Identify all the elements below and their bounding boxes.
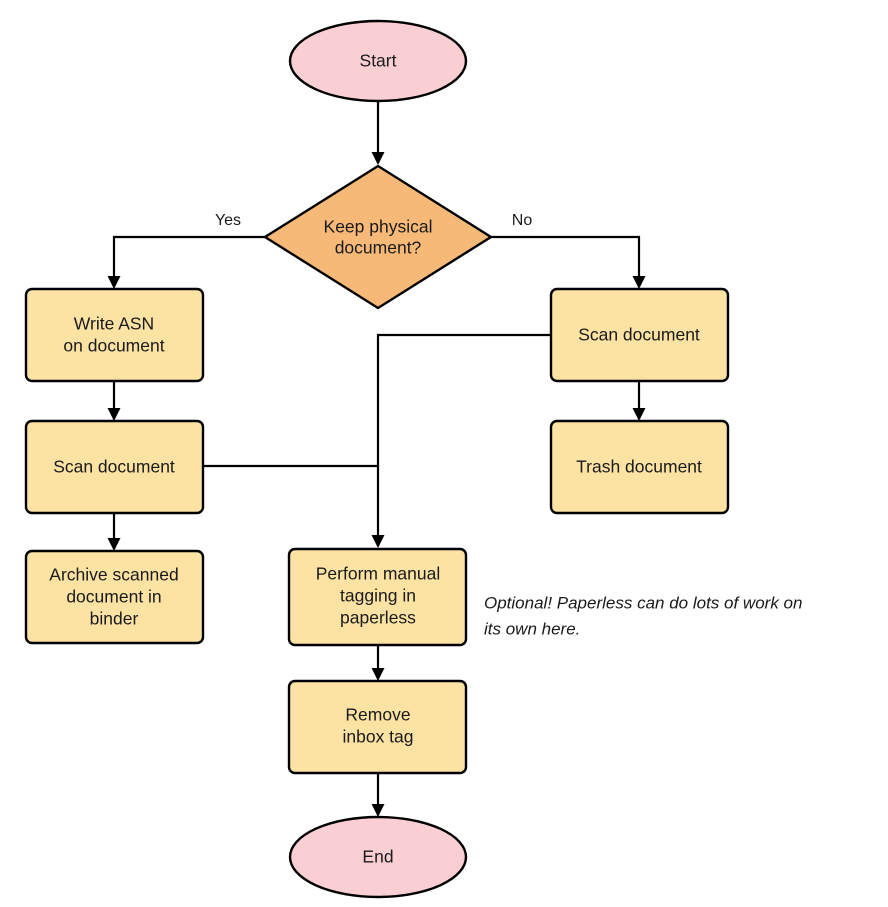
edge-label-yes: Yes [214, 212, 242, 230]
node-scan-document-left[interactable] [26, 421, 203, 513]
connector-scan-left-to-tagging [204, 466, 378, 546]
node-decision-keep-physical-document[interactable] [265, 166, 491, 308]
node-end[interactable] [290, 817, 466, 897]
node-remove-inbox-label-line2: inbox tag [342, 726, 414, 747]
node-archive-label-line1: Archive scanned [49, 564, 179, 585]
node-start-label: Start [359, 50, 397, 71]
node-write-asn[interactable] [26, 289, 203, 381]
node-tagging-label-line1: Perform manual [315, 563, 441, 584]
note-optional [484, 593, 802, 638]
edge-label-no: No [511, 212, 533, 230]
node-archive-label-line3: binder [89, 608, 139, 629]
connector-decision-yes-to-write-asn [114, 237, 266, 287]
node-start[interactable] [290, 21, 466, 101]
node-manual-tagging[interactable] [289, 549, 466, 645]
node-tagging-label-line3: paperless [340, 607, 416, 628]
connector-scan-right-to-tagging [378, 335, 552, 466]
node-scan-document-right[interactable] [551, 289, 728, 381]
node-archive-label-line2: document in [66, 586, 162, 607]
node-end-label: End [362, 846, 394, 867]
node-trash-document[interactable] [551, 421, 728, 513]
node-scan-document-left-label: Scan document [53, 456, 175, 477]
node-write-asn-label-line2: on document [63, 335, 165, 356]
node-archive-scanned-document[interactable] [26, 551, 203, 643]
node-tagging-label-line2: tagging in [340, 585, 416, 606]
node-decision-label-line1: Keep physical [323, 216, 433, 237]
node-remove-inbox-tag[interactable] [289, 681, 466, 773]
node-remove-inbox-label-line1: Remove [345, 704, 411, 725]
node-scan-document-right-label: Scan document [578, 324, 700, 345]
note-line2: its own here. [484, 619, 581, 639]
node-write-asn-label-line1: Write ASN [73, 313, 155, 334]
note-line1: Optional! Paperless can do lots of work on [484, 593, 803, 613]
node-decision-label-line2: document? [334, 237, 422, 258]
node-trash-document-label: Trash document [576, 456, 702, 477]
connector-decision-no-to-scan-right [490, 237, 639, 287]
